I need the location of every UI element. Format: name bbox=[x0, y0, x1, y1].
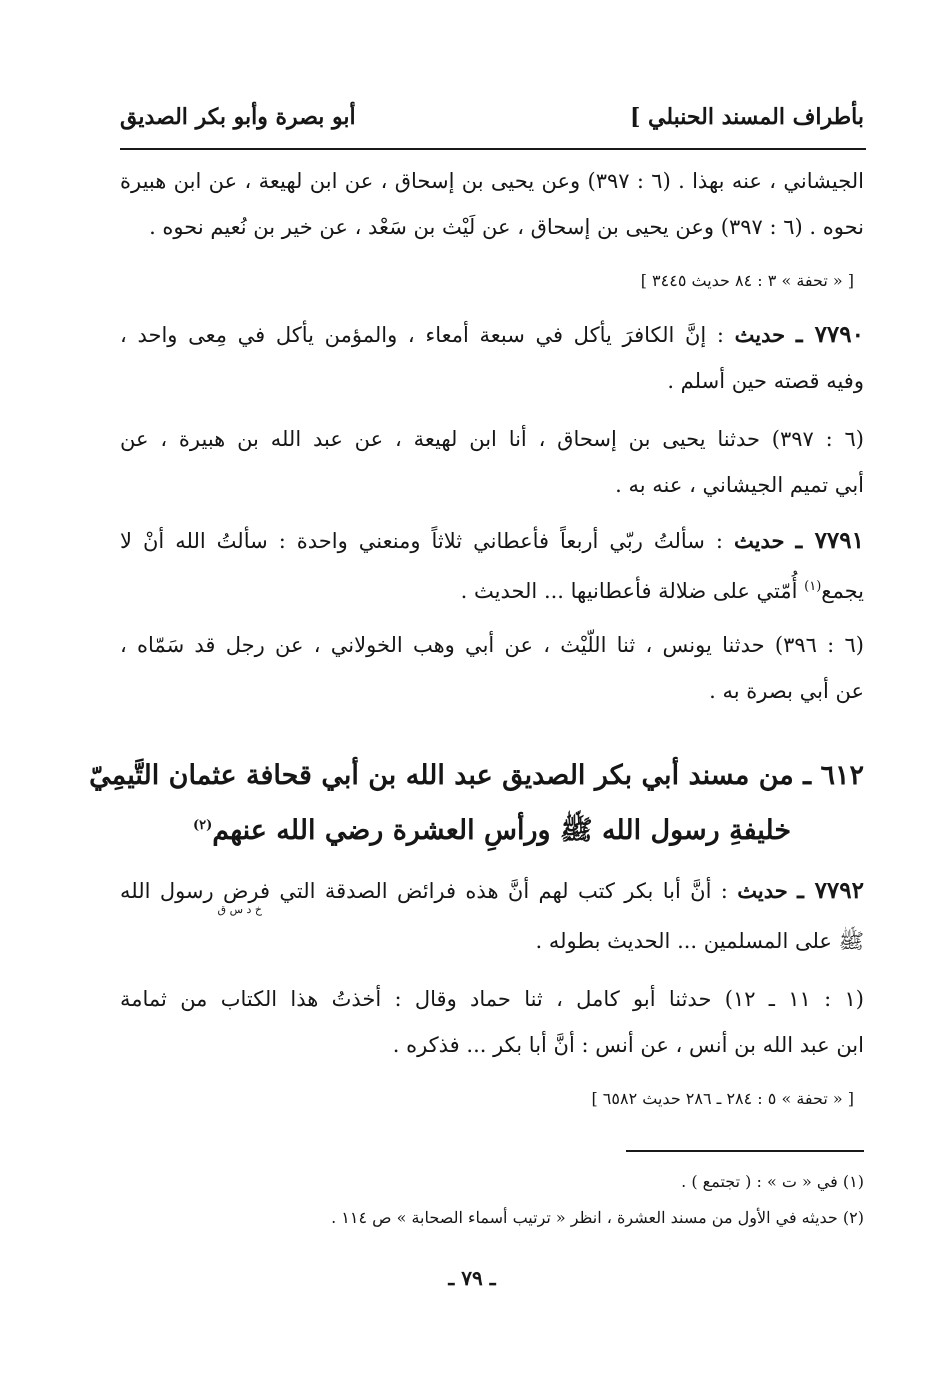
hadith-text: : أنَّ أبا بكر كتب لهم أنَّ هذه فرائض الصدقة التي فرض رسول الله bbox=[120, 879, 728, 903]
text-line: ابن عبد الله بن أنس ، عن أنس : أنَّ أبا بكر ... فذكره . bbox=[392, 1033, 864, 1057]
hadith-keyword: حديث bbox=[737, 878, 788, 903]
text-line: نحوه . (٦ : ٣٩٧) وعن يحيى بن إسحاق ، عن لَيْث بن سَعْد ، عن خير بن نُعيم نحوه . bbox=[149, 215, 864, 239]
text-line: وفيه قصته حين أسلم . bbox=[667, 369, 864, 393]
tuhfa-reference: [ « تحفة » ٣ : ٨٤ حديث ٣٤٤٥ ] bbox=[640, 271, 854, 290]
text-segment: أُمّتي على ضلالة فأعطانيها ... الحديث . bbox=[460, 579, 805, 603]
sigla-marks: خ د س ق bbox=[217, 903, 262, 916]
hadith-keyword: حديث bbox=[734, 322, 786, 347]
hadith-text: : سألتُ ربّي أربعاً فأعطاني ثلاثاً ومنعني واحدة : سألتُ الله أنْ لا bbox=[120, 529, 723, 553]
hadith-7791-line bbox=[120, 526, 864, 556]
running-header bbox=[120, 104, 864, 144]
text-segment: يجمع bbox=[821, 579, 864, 603]
footnote-1: (١) في « ت » : ( تجتمع ) . bbox=[681, 1172, 864, 1191]
hadith-keyword: حديث bbox=[734, 528, 785, 553]
tuhfa-reference: [ « تحفة » ٥ : ٢٨٤ ـ ٢٨٦ حديث ٦٥٨٢ ] bbox=[591, 1089, 854, 1108]
header-book-title: بأطراف المسند الحنبلي ] bbox=[629, 104, 864, 130]
header-section-title: أبو بصرة وأبو بكر الصديق bbox=[120, 104, 356, 130]
isnad-text: (٦ : ٣٩٧) حدثنا يحيى بن إسحاق ، أنا ابن لهيعة ، عن عبد الله بن هبيرة ، عن bbox=[120, 427, 864, 451]
text-line: عن أبي بصرة به . bbox=[709, 679, 864, 703]
text-line: أبي تميم الجيشاني ، عنه به . bbox=[615, 473, 864, 497]
hadith-number: ٧٧٩٢ ـ bbox=[797, 877, 864, 904]
footnote-rule bbox=[626, 1150, 864, 1152]
hadith-number: ٧٧٩٠ ـ bbox=[795, 321, 864, 348]
isnad-line bbox=[120, 424, 864, 454]
section-heading-text: خليفةِ رسول الله ﷺ ورأسِ العشرة رضي الله عنهم bbox=[212, 815, 792, 846]
hadith-7792-line bbox=[120, 876, 864, 906]
section-heading-line-2 bbox=[120, 806, 864, 851]
isnad-line: (٦ : ٣٩٦) حدثنا يونس ، ثنا اللّيْث ، عن أبي وهب الخولاني ، عن رجل قد سَمّاه ، bbox=[120, 633, 864, 657]
section-heading-line-1: ٦١٢ ـ من مسند أبي بكر الصديق عبد الله بن أبي قحافة عثمان التَّيمِيّ bbox=[89, 760, 864, 791]
hadith-number: ٧٧٩١ ـ bbox=[795, 527, 864, 554]
header-rule bbox=[120, 148, 866, 150]
text-line: الجيشاني ، عنه بهذا . (٦ : ٣٩٧) وعن يحيى بن إسحاق ، عن ابن لهيعة ، عن ابن هبيرة bbox=[120, 169, 864, 193]
isnad-line: (١ : ١١ ـ ١٢) حدثنا أبو كامل ، ثنا حماد وقال : أخذتُ هذا الكتاب من ثمامة bbox=[120, 987, 864, 1011]
hadith-7790-line bbox=[120, 320, 864, 350]
text-line: ﷺ على المسلمين ... الحديث بطوله . bbox=[535, 929, 864, 953]
footnote-marker: (٢) bbox=[192, 818, 213, 833]
footnote-marker: (١) bbox=[804, 579, 822, 594]
footnote-2: (٢) حديثه في الأول من مسند العشرة ، انظر « ترتيب أسماء الصحابة » ص ١١٤ . bbox=[331, 1208, 864, 1227]
hadith-text: : إنَّ الكافرَ يأكل في سبعة أمعاء ، والمؤمن يأكل في مِعى واحد ، bbox=[120, 323, 724, 347]
text-line bbox=[120, 572, 864, 606]
page-number: ـ ٧٩ ـ bbox=[448, 1266, 496, 1290]
